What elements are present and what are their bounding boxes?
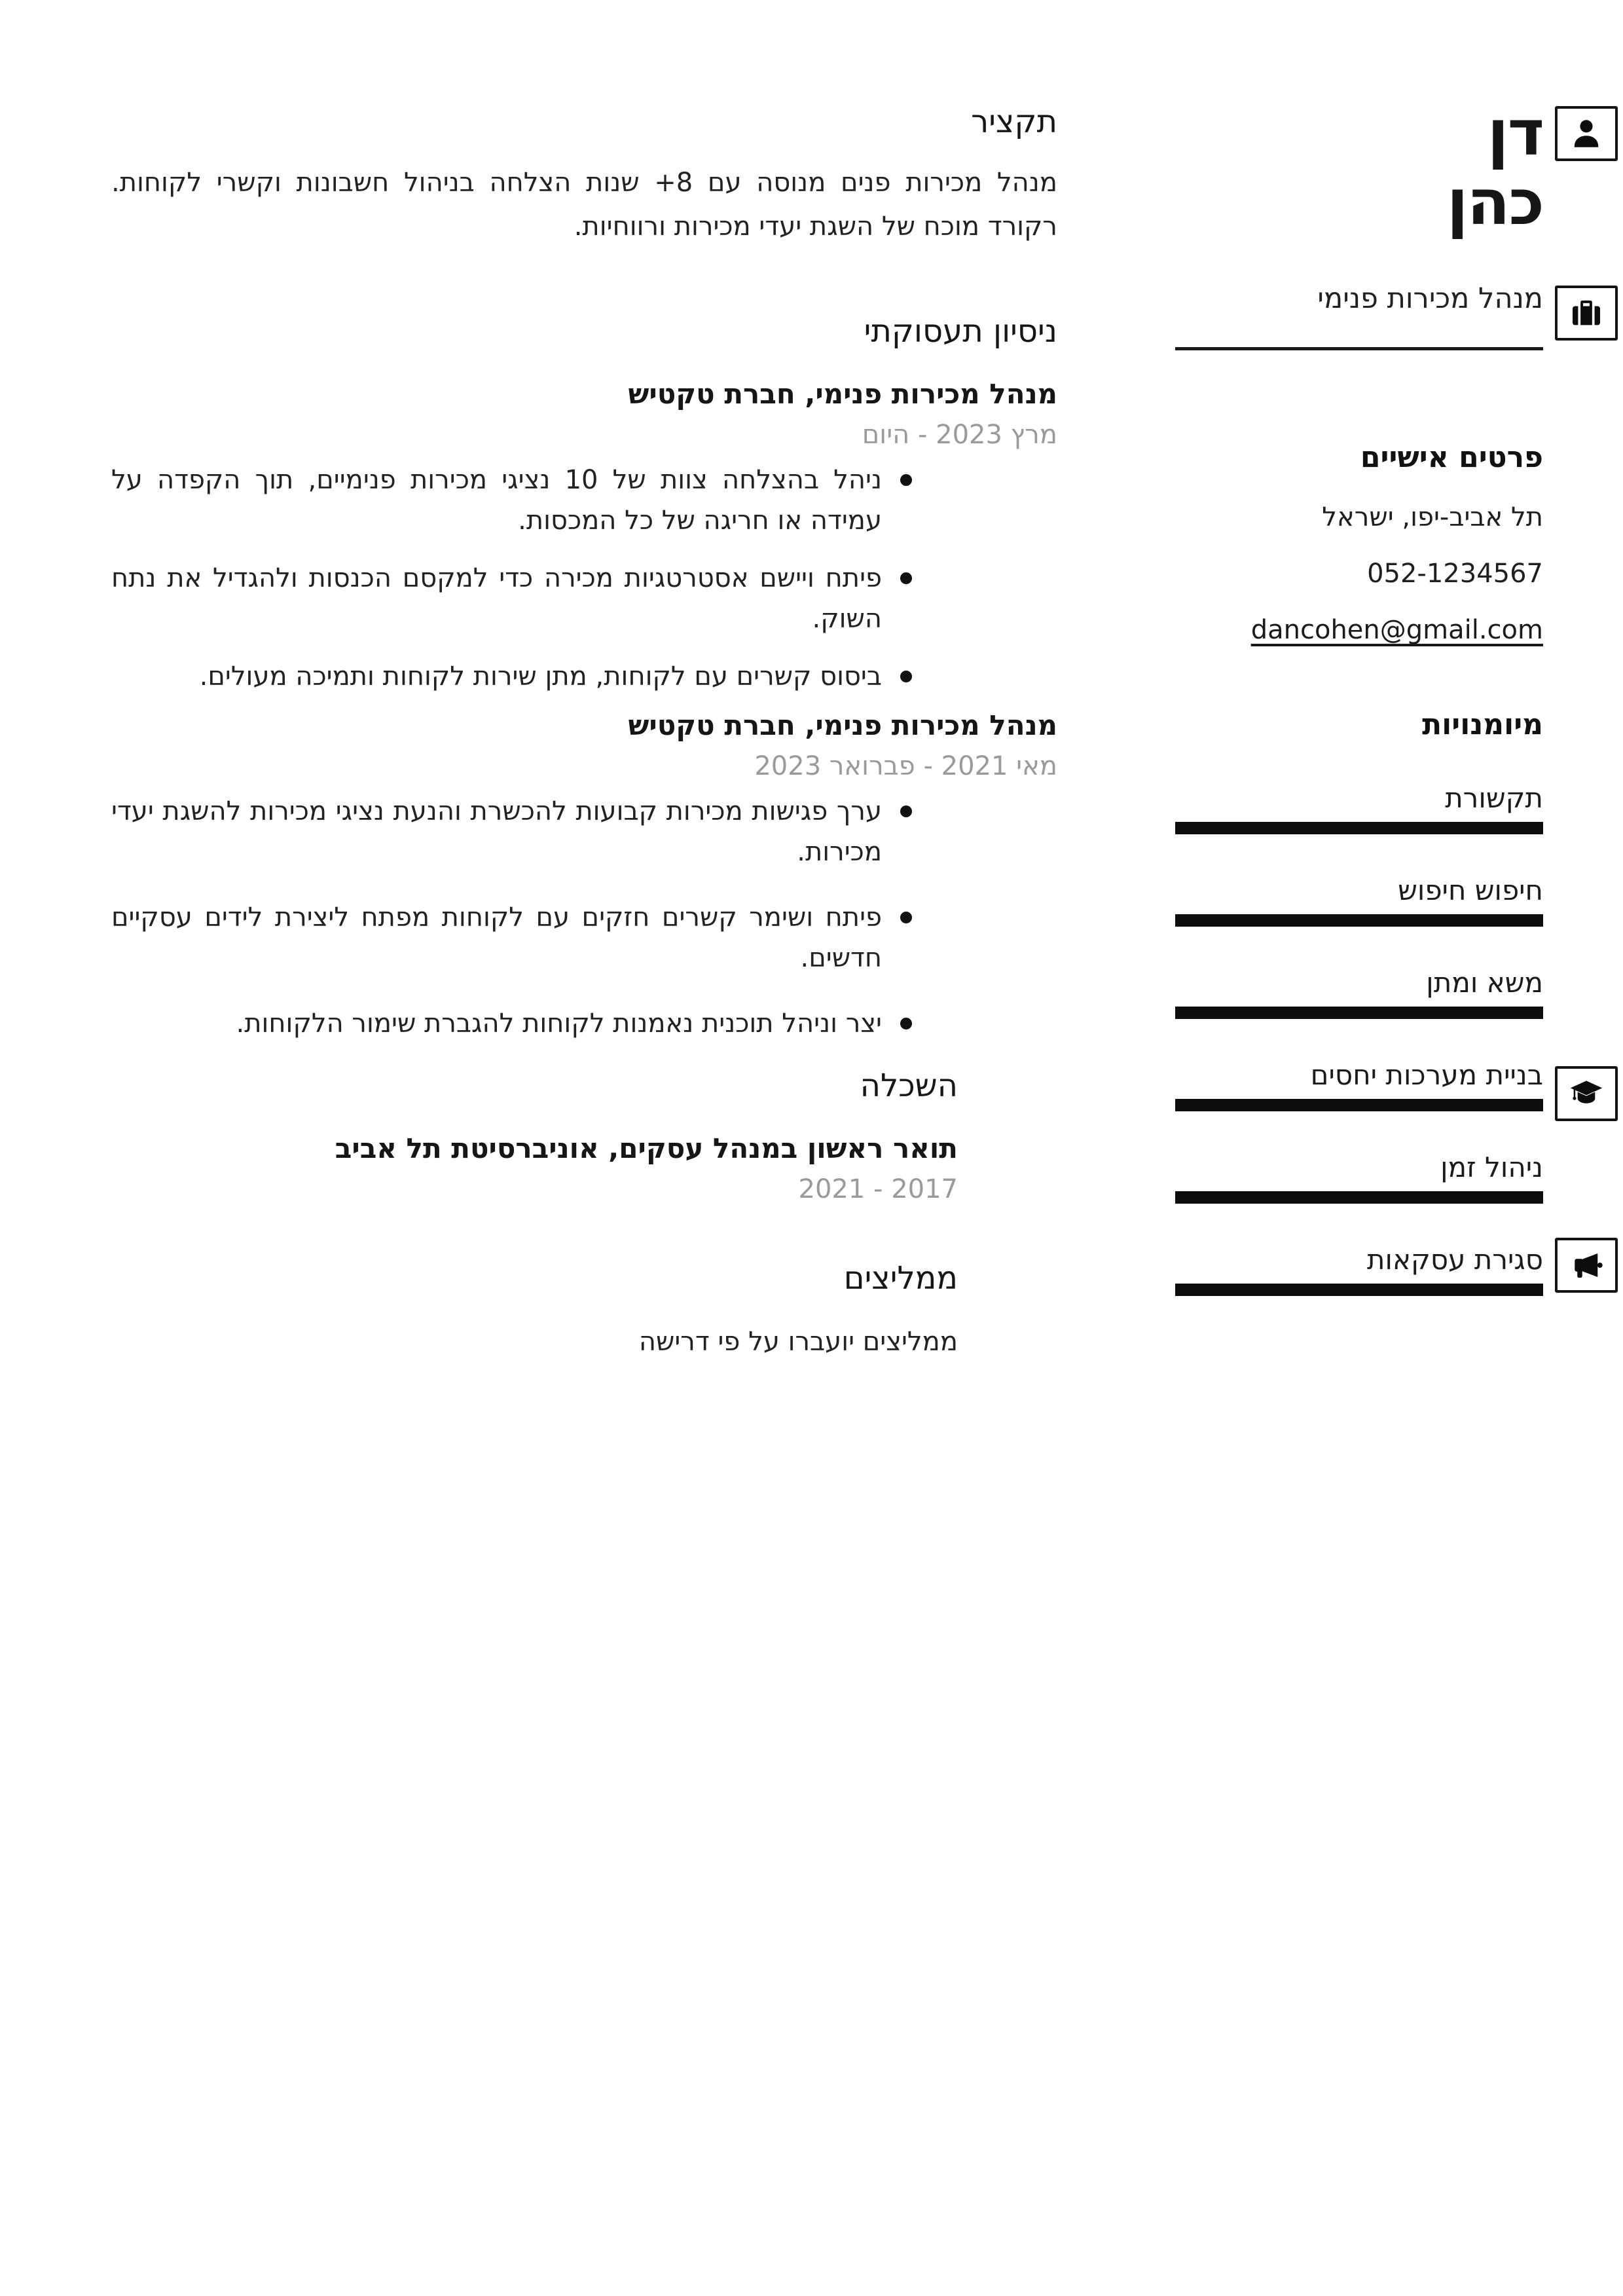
skill-item	[1175, 783, 1543, 834]
job-title: מנהל מכירות פנימי, חברת טקטיש	[628, 378, 1057, 410]
briefcase-icon	[1555, 286, 1618, 341]
sidebar	[1175, 0, 1543, 1296]
candidate-title: מנהל מכירות פנימי	[1317, 282, 1543, 316]
graduation-cap-icon	[1555, 1066, 1618, 1121]
references-text: ממליצים יועברו על פי דרישה	[638, 1327, 958, 1357]
skill-item	[1175, 1244, 1543, 1296]
job-dates: מרץ 2023 - היום	[862, 420, 1057, 450]
job-bullet: פיתח ושימר קשרים חזקים עם לקוחות מפתח ליצירת לידים עסקיים חדשים.	[111, 897, 1057, 978]
skill-bar	[1175, 1191, 1543, 1204]
job-bullet: ביסוס קשרים עם לקוחות, מתן שירות לקוחות ותמיכה מעולים.	[111, 656, 1057, 697]
job-title: מנהל מכירות פנימי, חברת טקטיש	[628, 709, 1057, 741]
last-name: כהן	[1446, 166, 1543, 239]
experience-heading: ניסיון תעסוקתי	[864, 313, 1057, 350]
education-dates: 2017 - 2021	[798, 1174, 958, 1204]
skills-list	[1175, 783, 1543, 1296]
skill-bar	[1175, 1007, 1543, 1019]
skill-bar	[1175, 822, 1543, 834]
skill-label: תקשורת	[1445, 782, 1543, 815]
skill-item	[1175, 1060, 1543, 1111]
skill-label: בניית מערכות יחסים	[1310, 1059, 1543, 1092]
person-icon	[1555, 106, 1618, 161]
skills-heading: מיומנויות	[1422, 708, 1543, 742]
skill-item	[1175, 875, 1543, 927]
skill-label: משא ומתן	[1426, 967, 1543, 999]
email-link[interactable]: dancohen@gmail.com	[1250, 615, 1543, 646]
sidebar-divider	[1175, 347, 1543, 350]
megaphone-icon	[1555, 1238, 1618, 1293]
candidate-name	[1175, 98, 1543, 237]
job-bullet: ניהל בהצלחה צוות של 10 נציגי מכירות פנימיים, תוך הקפדה על עמידה או חריגה של כל המכסות.	[111, 460, 1057, 541]
degree-title: תואר ראשון במנהל עסקים, אוניברסיטת תל אביב	[335, 1132, 958, 1164]
skill-bar	[1175, 1099, 1543, 1111]
skill-item	[1175, 967, 1543, 1019]
job-bullet-list	[111, 791, 1057, 1069]
summary-heading: תקציר	[971, 103, 1057, 140]
skill-item	[1175, 1152, 1543, 1204]
skill-label: סגירת עסקאות	[1366, 1244, 1543, 1276]
first-name: דן	[1487, 96, 1543, 170]
job-bullet: ערך פגישות מכירות קבועות להכשרת והנעת נציגי מכירות להשגת יעדי מכירות.	[111, 791, 1057, 872]
references-heading: ממליצים	[843, 1260, 958, 1297]
education-heading: השכלה	[860, 1067, 958, 1104]
location-text: תל אביב-יפו, ישראל	[1322, 502, 1543, 533]
job-dates: מאי 2021 - פברואר 2023	[754, 751, 1057, 781]
personal-details-heading: פרטים אישיים	[1360, 441, 1543, 475]
skill-label: חיפוש חיפוש	[1398, 874, 1543, 907]
job-bullet-list	[111, 460, 1057, 714]
skill-label: ניהול זמן	[1440, 1151, 1543, 1184]
skill-bar	[1175, 1284, 1543, 1296]
job-bullet: יצר וניהל תוכנית נאמנות לקוחות להגברת שימור הלקוחות.	[111, 1003, 1057, 1044]
job-bullet: פיתח ויישם אסטרטגיות מכירה כדי למקסם הכנסות ולהגדיל את נתח השוק.	[111, 558, 1057, 639]
summary-text: מנהל מכירות פנים מנוסה עם 8+ שנות הצלחה בניהול חשבונות וקשרי לקוחות. רקורד מוכח של השגת יעדי מכירות ורווחיות.	[111, 168, 1057, 242]
phone-text: 052-1234567	[1367, 559, 1543, 589]
skill-bar	[1175, 914, 1543, 927]
